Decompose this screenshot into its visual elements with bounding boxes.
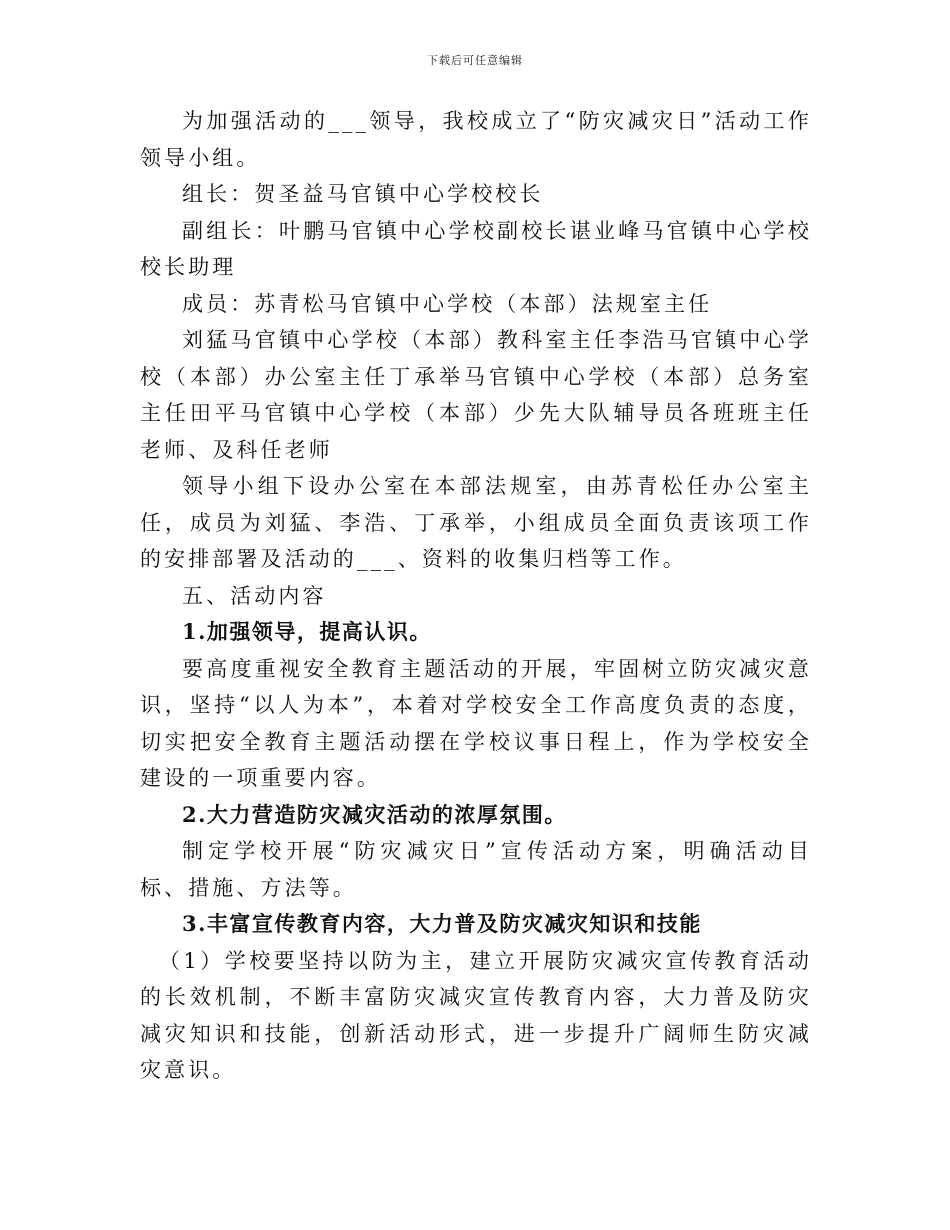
subheading-strengthen-leadership: 1.加强领导，提高认识。 xyxy=(182,619,432,644)
document-body xyxy=(140,103,812,1089)
paragraph-member-list: 刘猛马官镇中心学校（本部）教科室主任李浩马官镇中心学校（本部）办公室主任丁承举马官镇中心学校（本部）总务室主任田平马官镇中心学校（本部）少先大队辅导员各班班主任老师、及科任老师 xyxy=(140,328,812,462)
paragraph-prevention-first: （1）学校要坚持以防为主，建立开展防灾减灾宣传教育活动的长效机制，不断丰富防灾减灾宣传教育内容，大力普及防灾减灾知识和技能，创新活动形式，进一步提升广阔师生防灾减灾意识。 xyxy=(140,948,812,1082)
section-heading-activity-content: 五、活动内容 xyxy=(182,583,327,608)
paragraph-members: 成员：苏青松马官镇中心学校（本部）法规室主任 xyxy=(182,291,713,316)
subheading-atmosphere: 2.大力营造防灾减灾活动的浓厚氛围。 xyxy=(182,801,567,827)
paragraph-leadership-intro: 为加强活动的___领导，我校成立了“防灾减灾日”活动工作领导小组。 xyxy=(140,109,812,170)
paragraph-plan: 制定学校开展“防灾减灾日”宣传活动方案，明确活动目标、措施、方法等。 xyxy=(140,839,812,900)
paragraph-safety-education: 要高度重视安全教育主题活动的开展，牢固树立防灾减灾意识，坚持“以人为本”，本着对学校安全工作高度负责的态度，切实把安全教育主题活动摆在学校议事日程上，作为学校安全建设的一项重要内容。 xyxy=(140,656,812,790)
paragraph-office: 领导小组下设办公室在本部法规室，由苏青松任办公室主任，成员为刘猛、李浩、丁承举，小组成员全面负责该项工作的安排部署及活动的___、资料的收集归档等工作。 xyxy=(140,474,812,571)
page-header: 下载后可任意编辑 xyxy=(427,54,523,67)
paragraph-group-leader: 组长：贺圣益马官镇中心学校校长 xyxy=(182,182,544,206)
paragraph-deputy-leader: 副组长：叶鹏马官镇中心学校副校长谌业峰马官镇中心学校校长助理 xyxy=(140,218,812,279)
subheading-enrich-content: 3.丰富宣传教育内容，大力普及防灾减灾知识和技能 xyxy=(182,911,702,936)
